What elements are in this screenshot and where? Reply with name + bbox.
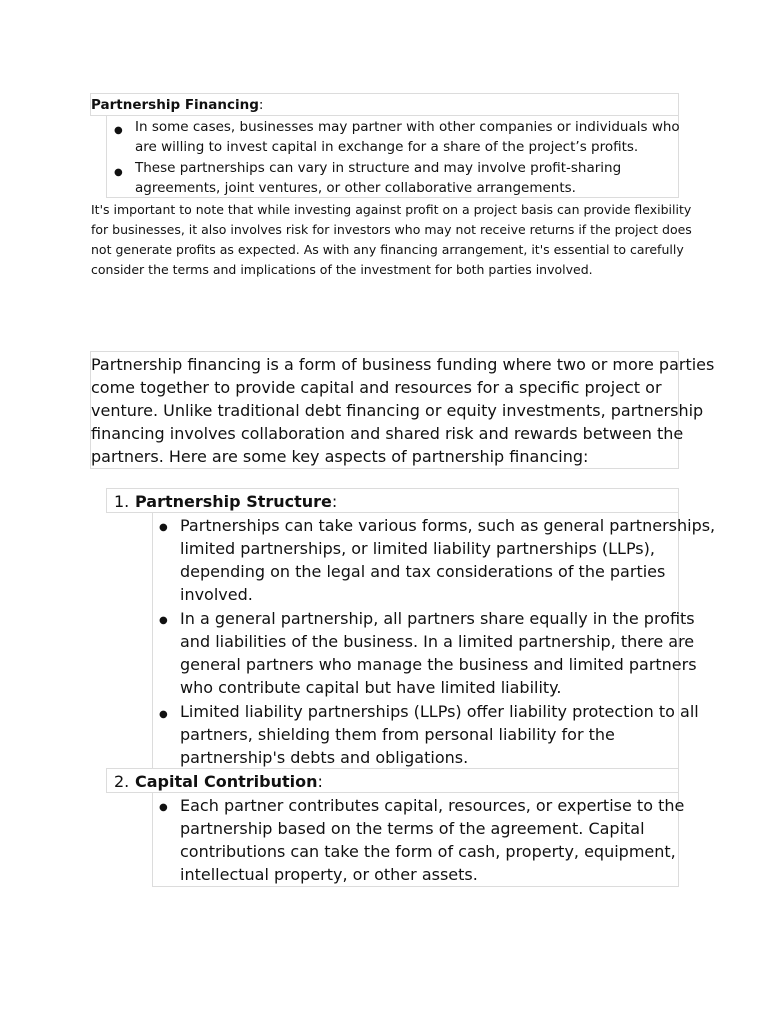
item-1-number: 1. — [114, 492, 130, 511]
note-line-4: consider the terms and implications of the investment for both parties involved. — [91, 262, 593, 277]
note-line-1: It's important to note that while investing against profit on a project basis can provide flexibility — [91, 202, 692, 217]
bullet-marker: ● — [159, 522, 168, 533]
item-2-bullet-1-line-2: partnership based on the terms of the agreement. Capital — [180, 819, 645, 838]
item-2-number: 2. — [114, 772, 130, 791]
intro-line-5: partners. Here are some key aspects of partnership financing: — [91, 447, 589, 466]
item-1-bullet-2-line-4: who contribute capital but have limited liability. — [180, 678, 562, 697]
item-2-bullet-1-line-3: contributions can take the form of cash, property, equipment, — [180, 842, 676, 861]
note-line-2: for businesses, it also involves risk for investors who may not receive returns if the project does — [91, 222, 692, 237]
item-1-bullet-2-line-1: In a general partnership, all partners share equally in the profits — [180, 609, 695, 628]
section1-bullet-1-line-2: are willing to invest capital in exchange for a share of the project’s profits. — [135, 139, 639, 155]
item-1-bullet-1-line-3: depending on the legal and tax considerations of the parties — [180, 562, 666, 581]
item-1-bullet-3-line-2: partners, shielding them from personal liability for the — [180, 725, 615, 744]
intro-line-1: Partnership financing is a form of business funding where two or more parties — [91, 355, 715, 374]
section1-bullet-2-line-2: agreements, joint ventures, or other collaborative arrangements. — [135, 180, 576, 196]
intro-line-4: financing involves collaboration and shared risk and rewards between the — [91, 424, 684, 443]
bullet-marker: ● — [159, 615, 168, 626]
item-2-heading: Capital Contribution: — [135, 772, 323, 791]
item-1-bullet-1-line-1: Partnerships can take various forms, such as general partnerships, — [180, 516, 716, 535]
item-1-bullet-1-line-2: limited partnerships, or limited liability partnerships (LLPs), — [180, 539, 655, 558]
bullet-marker: ● — [114, 125, 123, 136]
item-1-heading: Partnership Structure: — [135, 492, 338, 511]
note-line-3: not generate profits as expected. As with any financing arrangement, it's essential to carefully — [91, 242, 684, 257]
bullet-marker: ● — [159, 709, 168, 720]
item-2-bullet-1-line-4: intellectual property, or other assets. — [180, 865, 478, 884]
item-1-bullet-3-line-3: partnership's debts and obligations. — [180, 748, 469, 767]
item-2-bullet-1-line-1: Each partner contributes capital, resources, or expertise to the — [180, 796, 685, 815]
intro-line-3: venture. Unlike traditional debt financing or equity investments, partnership — [91, 401, 704, 420]
item-1-bullet-2-line-2: and liabilities of the business. In a limited partnership, there are — [180, 632, 695, 651]
section1-heading: Partnership Financing: — [91, 97, 264, 113]
item-1-bullet-3-line-1: Limited liability partnerships (LLPs) offer liability protection to all — [180, 702, 699, 721]
section1-bullet-2-line-1: These partnerships can vary in structure and may involve profit-sharing — [135, 160, 622, 176]
bullet-marker: ● — [159, 802, 168, 813]
section1-bullet-1-line-1: In some cases, businesses may partner with other companies or individuals who — [135, 119, 680, 135]
item-1-bullet-1-line-4: involved. — [180, 585, 253, 604]
item-1-bullet-2-line-3: general partners who manage the business and limited partners — [180, 655, 697, 674]
bullet-marker: ● — [114, 167, 123, 178]
intro-line-2: come together to provide capital and resources for a specific project or — [91, 378, 662, 397]
